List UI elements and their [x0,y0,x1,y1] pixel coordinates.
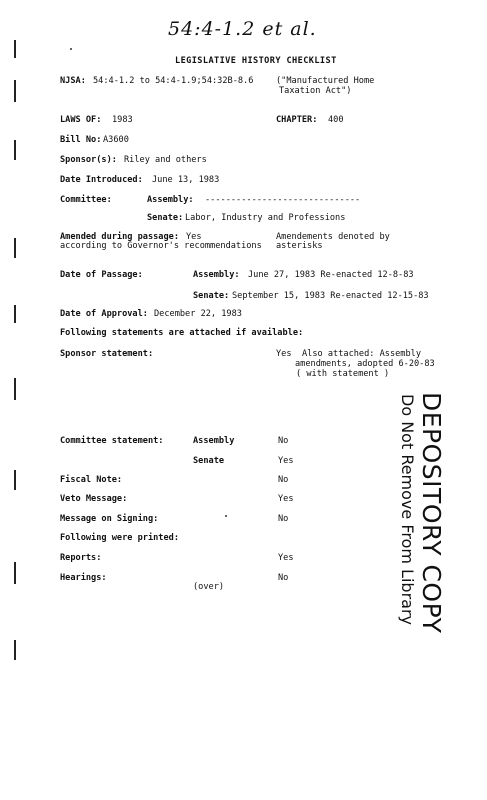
date-introduced-value: June 13, 1983 [152,175,220,185]
passage-senate-value: September 15, 1983 Re-enacted 12-15-83 [232,291,429,301]
chapter-value: 400 [328,115,344,125]
margin-mark [14,305,16,323]
depository-copy-stamp: DEPOSITORY COPY [417,392,446,634]
fiscal-note-label: Fiscal Note: [60,475,123,485]
passage-senate-label: Senate: [193,291,230,301]
committee-senate-label: Senate: [147,213,184,223]
speck [225,515,227,517]
njsa-label: NJSA: [60,76,86,86]
following-attached-heading: Following statements are attached if available: [60,328,304,338]
speck [70,48,72,50]
margin-mark [14,40,16,58]
margin-mark [14,562,16,584]
bill-no-label: Bill No: [60,135,102,145]
date-of-passage-label: Date of Passage: [60,270,143,280]
passage-assembly-label: Assembly: [193,270,240,280]
reports-value: Yes [278,553,294,563]
hearings-value: No [278,573,289,583]
amendments-denoted-line1: Amendements denoted by [276,232,390,242]
committee-statement-label: Committee statement: [60,436,164,446]
committee-statement-assembly-value: No [278,436,289,446]
passage-assembly-value: June 27, 1983 Re-enacted 12-8-83 [248,270,414,280]
date-of-approval-value: December 22, 1983 [154,309,242,319]
chapter-label: CHAPTER: [276,115,318,125]
act-name-line1: ("Manufactured Home [276,76,375,86]
page-title: LEGISLATIVE HISTORY CHECKLIST [175,56,337,66]
margin-mark [14,140,16,160]
following-printed-heading: Following were printed: [60,533,179,543]
amendments-denoted-line2: asterisks [276,241,323,251]
margin-mark [14,470,16,490]
committee-label: Committee: [60,195,112,205]
committee-assembly-label: Assembly: [147,195,194,205]
fiscal-note-value: No [278,475,289,485]
veto-message-label: Veto Message: [60,494,128,504]
committee-assembly-value: ------------------------------ [205,195,361,205]
do-not-remove-stamp: Do Not Remove From Library [398,394,417,625]
veto-message-value: Yes [278,494,294,504]
committee-statement-senate-label: Senate [193,456,225,466]
committee-statement-senate-value: Yes [278,456,294,466]
handwritten-citation: 54:4-1.2 et al. [168,18,317,40]
message-on-signing-label: Message on Signing: [60,514,159,524]
committee-senate-value: Labor, Industry and Professions [185,213,346,223]
also-attached-line2: amendments, adopted 6-20-83 [295,359,435,369]
committee-statement-assembly-label: Assembly [193,436,235,446]
amended-value: Yes [186,232,202,242]
laws-of-value: 1983 [112,115,133,125]
date-introduced-label: Date Introduced: [60,175,143,185]
sponsor-statement-value: Yes [276,349,292,359]
margin-mark [14,640,16,660]
over-note: (over) [193,582,225,592]
margin-mark [14,238,16,258]
bill-no-value: A3600 [103,135,129,145]
margin-mark [14,80,16,102]
reports-label: Reports: [60,553,102,563]
hearings-label: Hearings: [60,573,107,583]
date-of-approval-label: Date of Approval: [60,309,148,319]
margin-mark [14,378,16,400]
amended-note: according to Governor's recommendations [60,241,262,251]
sponsor-statement-label: Sponsor statement: [60,349,154,359]
act-name-line2: Taxation Act") [279,86,352,96]
laws-of-label: LAWS OF: [60,115,102,125]
amended-label: Amended during passage: [60,232,179,242]
sponsors-label: Sponsor(s): [60,155,117,165]
message-on-signing-value: No [278,514,289,524]
sponsors-value: Riley and others [124,155,207,165]
also-attached-line1: Also attached: Assembly [302,349,421,359]
njsa-value: 54:4-1.2 to 54:4-1.9;54:32B-8.6 [93,76,254,86]
also-attached-line3: ( with statement ) [296,369,390,379]
